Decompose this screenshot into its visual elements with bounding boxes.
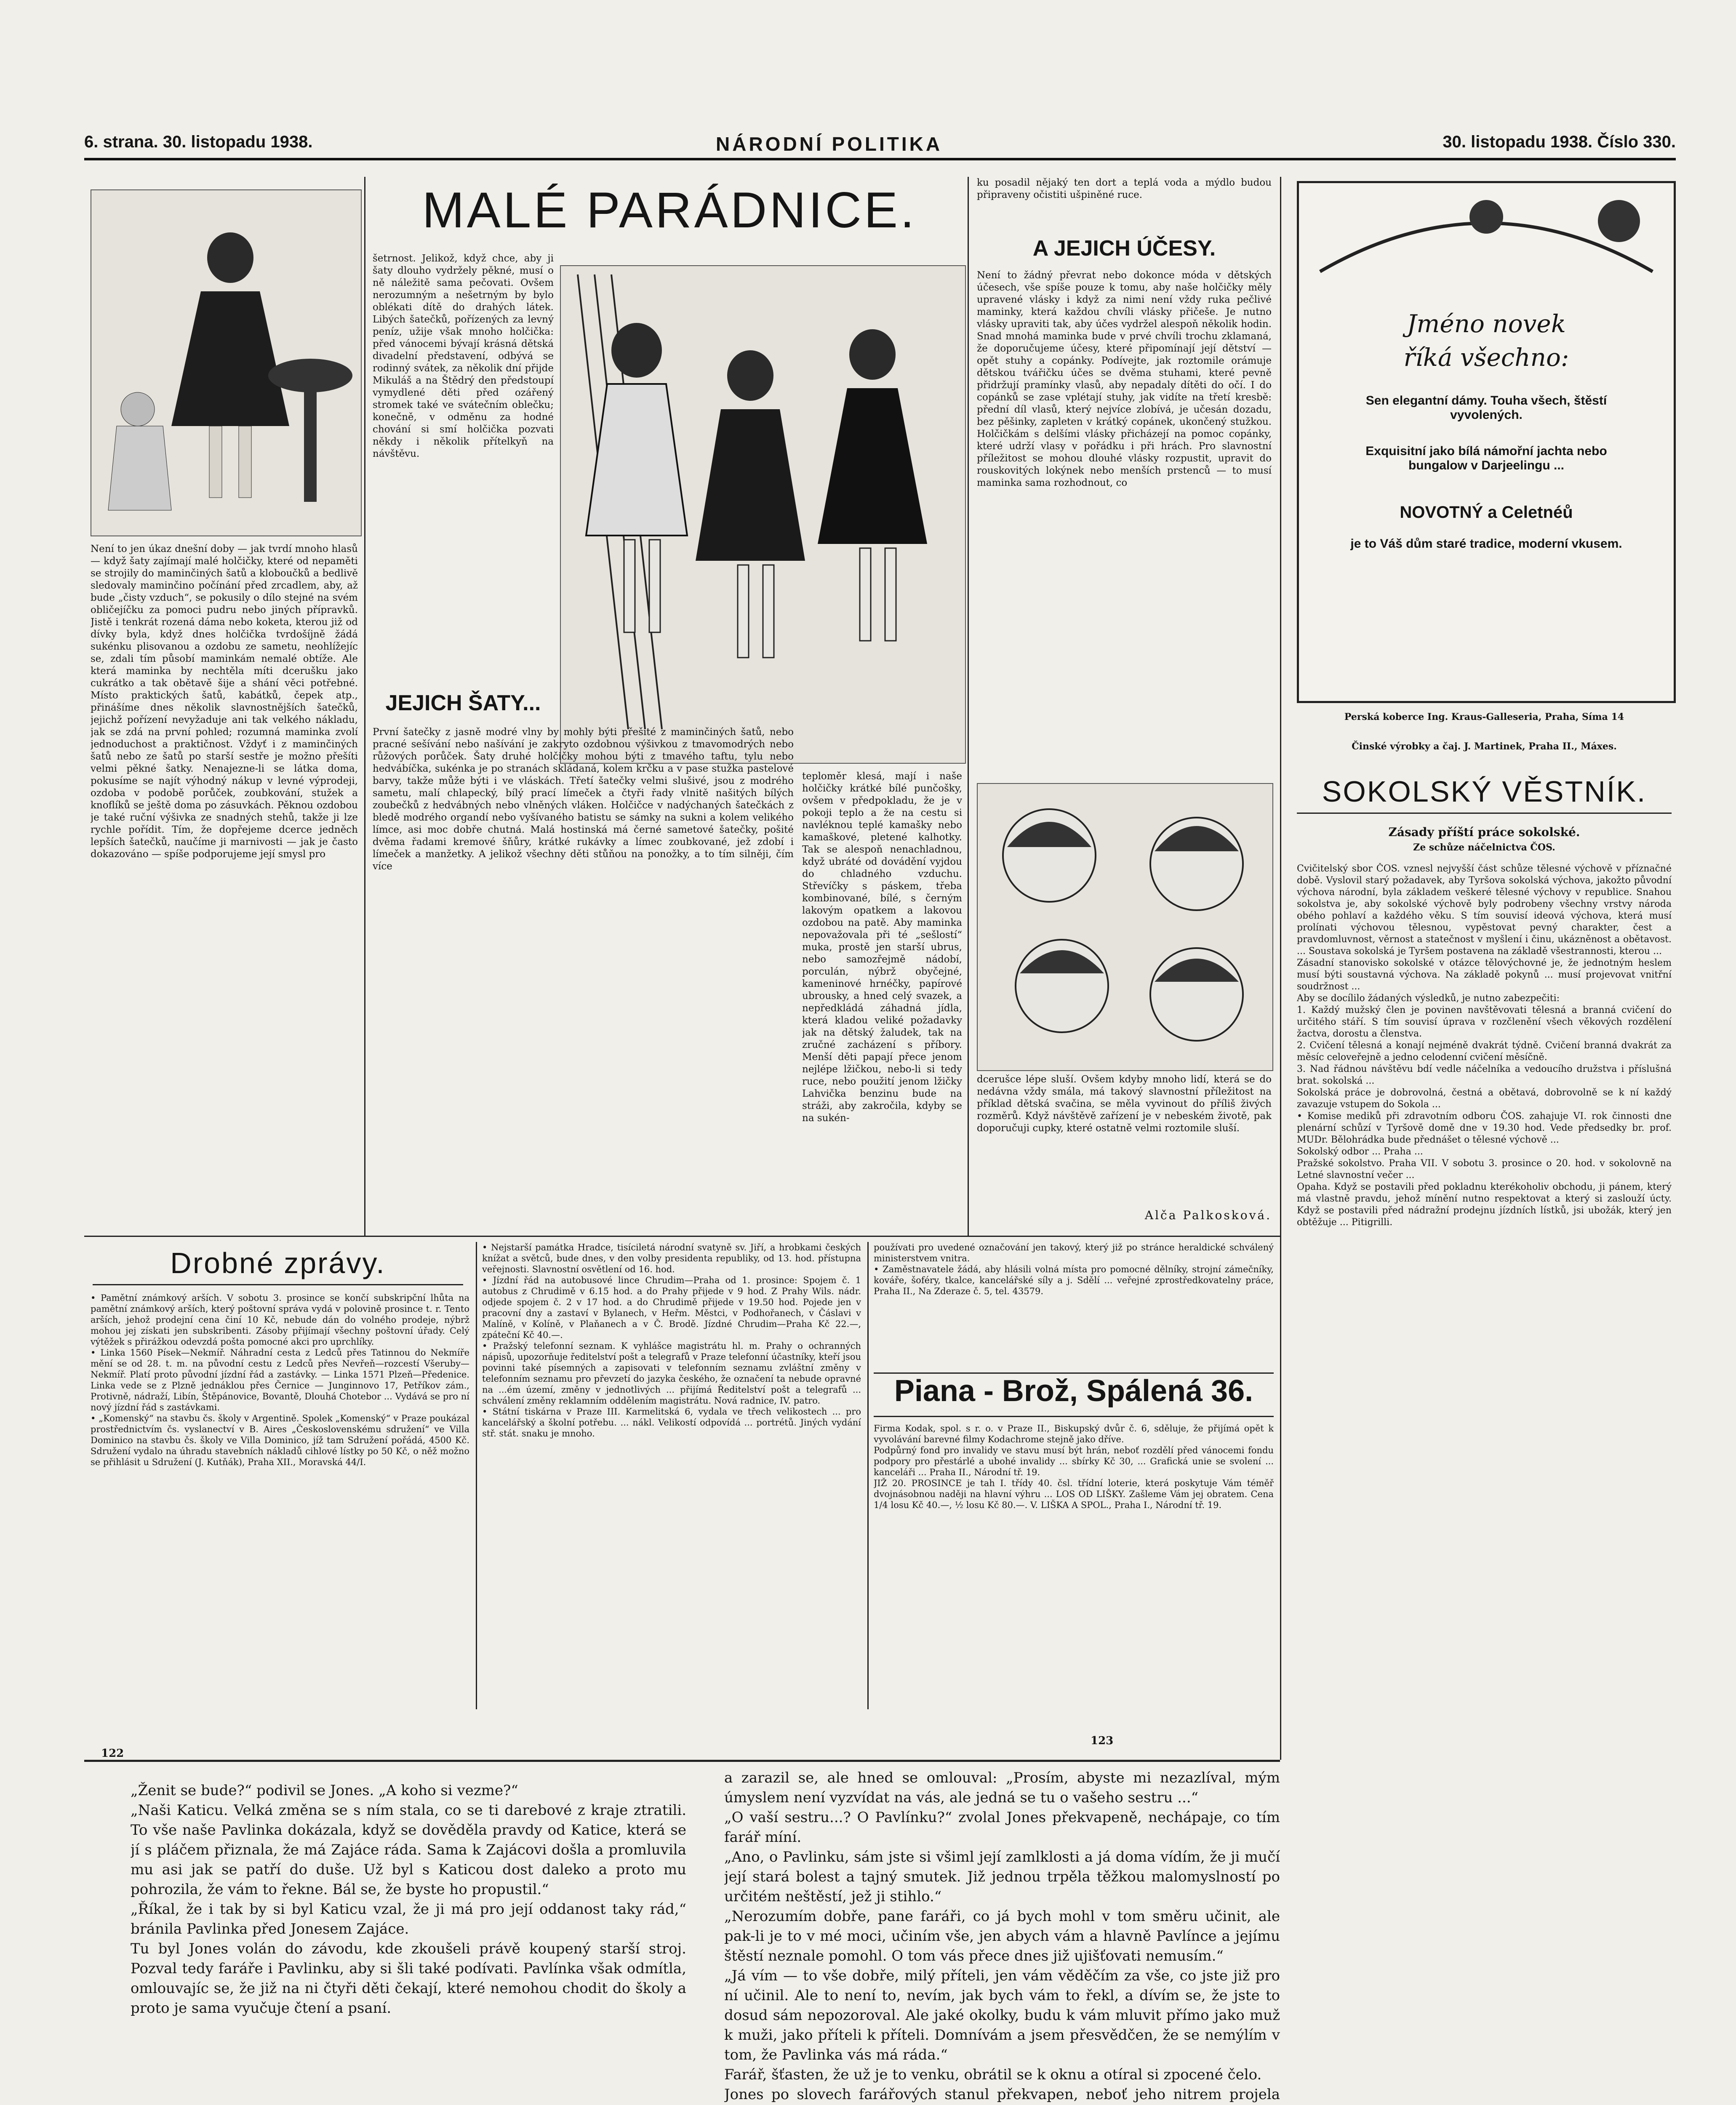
column-rule	[364, 177, 365, 1236]
column-rule	[1280, 177, 1281, 1760]
column-rule	[867, 1242, 869, 1709]
girl-in-dress-illustration	[91, 189, 362, 536]
sokol-body: Cvičitelský sbor ČOS. vznesl nejvyšší část schůze tělesné výchově v příznačné době. Vyslovil starý požadavek, aby Tyršova sokolská výchova, jakožto původní výchova národní, byla základem veškeré tělesné výchovy v republice. Snahou sokolstva je, aby sokolské výchově byly podrobeny všechny vrstvy národa obého pohlaví a každého věku. S tím souvisí ideová výchova, která musí prolínati výchovou tělesnou, vypěstovat pevný charakter, čest a pravdomluvnost, věrnost a statečnost v myšlení i činu, ukázněnost a obětavost. ... Soustava sokolská je Tyršem postavena na základě všestrannosti, kterou ... Zásadní stanovisko sokolské v otázce tělovýchovné je, že jednotným heslem musí býti soustavná výchova. Na základě pokynů ... musí projevovat vnitřní soudržnost ... Aby se docílilo žádaných výsledků, je nutno zabezpečiti: 1. Každý mužský člen je povinen navštěvovati tělesná a branná cvičení do určitého stáří. S tím souvisí úprava v rozčlenění všech věkových rozdělení žactva, dorostu a členstva. 2. Cvičení tělesná a konají nejméně dvakrát týdně. Cvičení branná dvakrát za měsíc celoveřejně a jedno celodenní cvičení měsíčně. 3. Nad řádnou návštěvu bdí vedle náčelníka a vedoucího družstva i příslušná brat. sokolská ... Sokolská práce je dobrovolná, čestná a obětavá, dobrovolně se k ní každý zavazuje vstupem do Sokola ... • Komise mediků při zdravotním odboru ČOS. zahajuje VI. rok činnosti dne plenární schůzí v Tyršově domě dne v 19.30 hod. Vede předsedky br. prof. MUDr. Bělohrádka bude přednášet o tělesné výchově ... Sokolský odbor ... Praha ... Pražské sokolstvo. Praha VII. V sobotu 3. prosince o 20. hod. v sokolovně na Letné slavnostní večer ... Opaha. Když se postavili před pokladnu kterékoholiv obchodu, ji pánem, který má vlastně pravdu, jehož mínění nutno respektovat a který si zaslouží úcty. Když se postavili před nádražní prodejnu jízdních lístků, jsi ubožák, který jen obtěžuje ... Pitigrilli.	[1297, 863, 1672, 1228]
page-number-right: 123	[1091, 1735, 1114, 1747]
header-date-left: 6. strana. 30. listopadu 1938.	[84, 133, 313, 151]
girls-hairstyles-illustration	[977, 783, 1273, 1071]
subhead-jejich-saty: JEJICH ŠATY...	[385, 691, 541, 715]
header-date-right: 30. listopadu 1938. Číslo 330.	[1443, 133, 1676, 151]
subhead-jejich-ucesy: A JEJICH ÚČESY.	[1032, 236, 1216, 261]
article-column-4c: dcerušce lépe sluší. Ovšem kdyby mnoho lidí, která se do nedávna vždy smála, má takový slavnostní příležitost na příklad dětská svačina, se měla vyvinout do příliš živých rozměrů. Když návštěvě zařízení je v nebeském životě, pak doporučuji cupky, které ostatně velmi roztomile sluší.	[977, 1074, 1272, 1134]
section-rule	[84, 1236, 1280, 1237]
article-title: MALÉ PARÁDNICE.	[422, 182, 917, 238]
column-rule	[968, 177, 969, 1236]
sokol-subtitle: Zásady příští práce sokolské.	[1388, 825, 1580, 839]
news-column-3b: Firma Kodak, spol. s r. o. v Praze II., Biskupský dvůr č. 6, sděluje, že přijímá opět k vyvolávání barevné filmy Kodachrome stejně jako dříve. Podpůrný fond pro invalidy ve stavu musí být hrán, neboť rozdělí před vánocemi fondu podpory pro přestárlé a ubohé invalidy ... sbírky Kč 30, ... Grafická unie se svolení ... kanceláři ... Praha II., Národní tř. 19. JIŽ 20. PROSINCE je tah I. třídy 40. čsl. třídní loterie, která poskytuje Vám téměř dvojnásobnou naději na hlavní výhru ... LOS OD LIŠKY. Zašleme Vám jej obratem. Cena 1/4 losu Kč 40.—, ½ losu Kč 80.—. V. LIŠKA A SPOL., Praha I., Národní tř. 19.	[874, 1423, 1274, 1510]
ornament-frame-icon	[1312, 192, 1661, 276]
ad-line-1: Sen elegantní dámy. Touha všech, štěstí vyvolených.	[1365, 394, 1607, 422]
ad-footer-2: Činské výrobky a čaj. J. Martinek, Praha II., Máxes.	[1352, 741, 1617, 752]
drobne-zpravy-title: Drobné zprávy.	[93, 1246, 463, 1285]
three-girls-illustration	[560, 265, 966, 764]
novel-right-column: a zarazil se, ale hned se omlouval: „Prosím, abyste mi nezazlíval, mým úmyslem není vyzvídat na vás, ale jedná se tu o vašeho sestru ...“ „O vaší sestru...? O Pavlínku?“ zvolal Jones překvapeně, nechápaje, co tím farář míní. „Ano, o Pavlinku, sám jste si všiml její zamlklosti a já doma vídím, že ji mučí její stará bolest a tajný smutek. Již jednou trpěla těžkou malomyslností po určitém neštěstí, jež ji stihlo.“ „Nerozumím dobře, pane faráři, co já bych mohl v tom směru učinit, ale pak-li je to v mé moci, učiním vše, jen abych vám a hlavně Pavlínce a jejímu štěstí neznale pomohl. O tom vás přece dnes již ujišťovati nemusím.“ „Já vím — to vše dobře, milý příteli, jen vám věděčím za vše, co jste již pro ní učinil. Ale to není to, nevím, jak bych vám to řekl, a dívím se, že jste to dosud sám nepozoroval. Ale jaké okolky, budu k vám mluvit přímo jako muž k muži, jako příteli k příteli. Domnívám a jsem přesvědčen, že se nemýlím v tom, že Pavlinka vás má ráda.“ Farář, šťasten, že už je to venku, obrátil se k oknu a otíral si zpocené čelo. Jones po slovech farářových stanul překvapen, neboť jeho nitrem projela	[724, 1769, 1280, 2103]
article-column-4b: Není to žádný převrat nebo dokonce móda v dětských účesech, vše spíše pouze k tomu, aby naše holčičky měly upravené vlásky i když za nimi není vždy ruka pečlivé maminky, která každou chvíli vlásky přičeše. Je nutno vlásky upraviti tak, aby účes vydržel alespoň několik hodin. Snad mnohá maminka bude v prvé chvíli trochu zklamaná, že doporučujeme účesy, které připomínají její dětství — opět stuhy a copánky. Podívejte, jak roztomile orámuje dětskou tvářičku účes se dvěma stuhami, které pevně přidržují pramínky vlasů, aby nepadaly dítěti do očí. I do copánků se zase vplétají stuhy, jak vidíte na třetí kresbě: přední díl vlasů, který nejvíce zlobívá, je učesán dozadu, bez pěšinky, zapleten v krátký copánek, ukončený stužkou. Holčičkám s delšími vlásky přicházejí na pomoc copánky, které udrží vlasy v pořádku i při hrách. Pro slavnostní příležitost se mohou dlouhé vlásky rozpustit, upravit do rouskovitých lokýnek nebo menších prstenců — to musí maminka sama rozhodnout, co	[977, 270, 1272, 488]
ad-line-4: je to Váš dům staré tradice, moderní vkusem.	[1350, 537, 1622, 551]
masthead: NÁRODNÍ POLITIKA	[716, 133, 943, 155]
ad-brand: NOVOTNÝ a Celetnéů	[1400, 503, 1573, 522]
news-column-1: • Pamětní známkový arších. V sobotu 3. prosince se končí subskripční lhůta na pamětní známkový arších, který poštovní správa vydá v polovině prosince t. r. Tento arších, jehož prodejní cena činí 10 Kč, nebude dán do volného prodeje, nýbrž mohou jej získati jen subskribenti. Zásoby přijímají všechny poštovní úřady. Celý výtěžek s přirážkou odevzdá pošta pomocné akci pro uprchlíky. • Linka 1560 Písek—Nekmíř. Náhradní cesta z Ledců přes Tatinnou do Nekmíře mění se od 28. t. m. na původní cestu z Ledců přes Nevřeň—rozcestí Všeruby—Nekmíř. Platí proto původní jízdní řád a zastávky. — Linka 1571 Plzeň—Předenice. Linka vede se z Plzně jednáklou přes Černice — Junginnovo 17, Petříkov zám., Protivně, nádraží, Libín, Štěpánovice, Bovantě, Dlouhá Chotebor ... Vydává se pro ní nový jízdní řád s zastávkami. • „Komenský“ na stavbu čs. školy v Argentině. Spolek „Komenský“ v Praze poukázal prostřednictvím čs. vyslanectví v B. Aires „Československému sdružení“ ve Villa Dominico na stavbu čs. školy ve Villa Dominico, jíž tam Sdružení pořádá, 4500 Kč. Sdružení vydalo na úhradu stavebních nákladů cihlové lístky po 50 Kč, o něž možno se přihlásit u Sdružení (J. Kutňák), Praha XII., Moravská 44/I.	[91, 1293, 469, 1467]
article-column-4a: ku posadil nějaký ten dort a teplá voda a mýdlo budou připraveny očistiti ušpiněné ruce.	[977, 177, 1272, 200]
column-rule	[476, 1242, 477, 1709]
article-author: Alča Palkosková.	[1144, 1208, 1272, 1222]
sokol-subtitle-2: Ze schůze náčelnictva ČOS.	[1413, 842, 1555, 853]
ad-title-line-1: Jméno novek	[1407, 309, 1566, 338]
news-column-3a: používati pro uvedené označování jen takový, který již po stránce heraldické schválený ministerstvem vnitra. • Zaměstnavatele žádá, aby hlásili volná místa pro pomocné dělníky, strojní zámečníky, kováře, šoféry, tkalce, kancelářské síly a j. Sdělí ... veřejné zprostředkovatelny práce, Praha II., Na Zderaze č. 5, tel. 43579.	[874, 1242, 1274, 1296]
sokolsky-vestnik-title: SOKOLSKÝ VĚSTNÍK.	[1297, 775, 1672, 814]
novel-left-column: „Ženit se bude?“ podivil se Jones. „A koho si vezme?“ „Naši Katicu. Velká změna se s ním stala, co se ti darebové z kraje ztratili. To vše naše Pavlinka dokázala, když se dověděla pravdy od Katice, která se jí s pláčem přiznala, že má Zajáce ráda. Sama k Zajácovi došla a promluvila mu asi jak se patří do duše. Už byl s Katicou dost daleko a proto mu pohrozila, že vám to řekne. Bál se, že byste ho propustil.“ „Říkal, že i tak by si byl Katicu vzal, že ji má pro její oddanost taky rád,“ bránila Pavlinka před Jonesem Zajáce. Tu byl Jones volán do závodu, kde zkoušeli právě koupený starší stroj. Pozval tedy faráře i Pavlinku, aby si šli také podívati. Pavlínka však odmítla, omlouvajíc se, že již na ni čtyři děti čekají, které nemohou chodit do školy a proto je sama vyučuje čtení a psaní.	[131, 1782, 686, 2017]
ad-title-line-2: říká všechno:	[1403, 343, 1569, 372]
article-column-1: Není to jen úkaz dnešní doby — jak tvrdí mnoho hlasů — když šaty zajímají malé holčičky, které od nepaměti se strojily do maminčiných šatů a kloboučků a bedlivě sledovaly maminčino počínání před zrcadlem, aby, až bude „čisty vzduch“, se pokusily o dílo stejné na svém obličejíčku za pomoci pudru nebo jiných přípravků. Jistě i tenkrát rozená dáma nebo koketa, kterou již od dívky byla, když dnes holčička tvrdošíjně žádá sukénku plisovanou a ozdobu ze sametu, neohlížejíc se, zdali tím působí maminkám nemalé obtíže. Ale která maminka by nechtěla míti dcerušku jako cukrátko a tak obětavě šije a shání věci potřebné. Místo praktických šatů, kabátků, čepek atp., přinášíme dnes několik slavnostnějších šatečků, jejichž pořízení nevyžaduje ani tak velkého nákladu, jak se zdá na první pohled; rozumná maminka zvolí jednoduchost a praktičnost. Vždyť i z maminčiných šatů nebo ze šatů po starší sestře je možno přešíti velmi pěkné šatky. Nenajezne-li se látka doma, pokusíme se najít výhodný nákup v levné výprodeji, ozdoba v podobě porůček, zoubkování, stužek a knoflíků se ještě doma po zásuvkách. Pěknou ozdobou je také ruční výšivka ze snadných stehů, takže ji lze rychle pořídit. Tím, že dopřejeme dcerce jedněch lepších šatečků, naučíme ji marnivosti — jak je často dokazováno — spíše podporujeme její smysl pro	[91, 544, 358, 860]
news-column-2: • Nejstarší památka Hradce, tisíciletá národní svatyně sv. Jiří, a hrobkami českých knížat a světců, bude dnes, v den volby presidenta republiky, od 13. hod. přístupna veřejnosti. Slavnostní osvětlení od 16. hod. • Jízdní řád na autobusové lince Chrudim—Praha od 1. prosince: Spojem č. 1 autobus z Chrudimě v 6.15 hod. a do Prahy přijede v 9 hod. Z Prahy Wils. nádr. odjede spojem č. 2 v 17 hod. a do Chrudimě přijede v 19.50 hod. Pojede jen v pracovní dny a zastaví v Bylanech, v Heřm. Městci, v Podhořanech, v Čáslavi v Malíně, v Kolíně, v Plaňanech a v Č. Brodě. Jízdné Chrudim—Praha Kč 22.—, zpáteční Kč 40.—. • Pražský telefonní seznam. K vyhlášce magistrátu hl. m. Prahy o ochranných nápisů, upozorňuje ředitelství pošt a telegrafů v Praze telefonní účastníky, kteří jsou povinni také písemných a zapisovati v telefonním seznamu zvláštní změny v telefonním seznamu pro převzetí do jazyka českého, že označení ta nebude opravné na ...ém území, změny v jednotlivých ... přijímá Ředitelství pošt a telegrafů ... schválení změny reklamním oddělením magistrátu. Nová radnice, IV. patro. • Státní tiskárna v Praze III. Karmelitská 6, vydala ve třech velikostech ... pro kancelářský a školní potřebu. ... nákl. Velikostí odpovídá ... portrétů. Jiných vydání stř. stát. snaku je mnoho.	[482, 1242, 861, 1439]
article-column-3: teploměr klesá, mají i naše holčičky krátké bílé punčošky, ovšem v předpokladu, že je v pokoji teplo a že na cestu si navléknou teplé kamašky nebo kamaškové, pletené kalhotky. Tak se alespoň nenachladnou, když ubráté od dovádění vyjdou do chladného vzduchu. Střevíčky s páskem, třeba kombinované, bílé, s černým lakovým opatkem a lakovou ozdobou na patě. Aby maminka nepovažovala při té „sešlostí“ muka, prostě jen starší ubrus, nebo samozřejmě nádobí, porculán, nýbrž obyčejné, kameninové hrnéčky, papírové ubrousky, a hned celý svazek, a nepředkládá záhadná jídla, která kladou veliké požadavky jak na dětský žaludek, tak na zručné zacházení s příbory. Menší děti papají přece jenom nejlépe lžičkou, nebo-li si tedy ruce, nebo použití jenom lžičky Lahvička benzinu bude na stráži, aby zakročila, kdyby se na sukén-	[802, 771, 962, 1124]
article-column-2a: šetrnost. Jelikož, když chce, aby ji šaty dlouho vydržely pěkné, musí o ně náležitě sama pečovati. Ovšem nerozumným a nešetrným by bylo oblékati dítě do drahých látek. Libých šatečků, pořízených za levný peníz, užije však mnoho holčička: před vánocemi bývají krásná dětská divadelní představení, odbývá se rodinný svátek, za několik dní přijde Mikuláš a na Štědrý den předstoupí vymydlené děti před ozářený stromek také ve svátečním oblečku; konečně, v odměnu za hodné chování si smí holčička pozvati někdy i několik přítelkyň na návštěvu.	[373, 253, 554, 459]
ad-line-2: Exquisitní jako bílá námořní jachta nebo bungalow v Darjeelingu ...	[1365, 444, 1607, 472]
ad-footer-1: Perská koberce Ing. Kraus-Galleseria, Praha, Síma 14	[1344, 711, 1624, 722]
novotny-advertisement	[1297, 181, 1676, 703]
section-rule	[84, 1760, 1280, 1762]
piano-advertisement: Piana - Brož, Spálená 36.	[874, 1372, 1274, 1417]
page-number-left: 122	[101, 1747, 124, 1760]
newspaper-header	[84, 133, 1676, 160]
article-column-2b: První šatečky z jasně modré vlny by mohly býti přešité z maminčiných šatů, nebo pracné sešívání nebo našívání je zakryto ozdobnou výšivkou z tmavomodrých nebo růžových porůček. Šaty druhé holčičky mohou býti z tmavého taftu, tylu nebo hedvábíčka, sukénka je po stranách skládaná, kolem krčku a v pase stužka pastelové barvy, takže může býti i ve vláskách. Třetí šatečky velmi slušivé, jsou z modrého sametu, malí chlapecký, bílý prací límeček a čtyři řady vlnitě našitých bílých zoubečků z hedvábných nebo vlněných vláken. Holčičce v nadýchaných šatečkách z bledě modrého organdí nebo vyšívaného batistu se sámky na sukni a kolem velikého límce, asi moc dobře chutná. Malá hostinská má černé sametové šatečky, pošité dvěma řadami kremové šňůry, krátké rukávky a límec zoubkované, jež zdobí i límeček a manžetky. A jelikož všechny děti stůňou na ponožky, a to tím silněji, čím více	[373, 727, 794, 872]
